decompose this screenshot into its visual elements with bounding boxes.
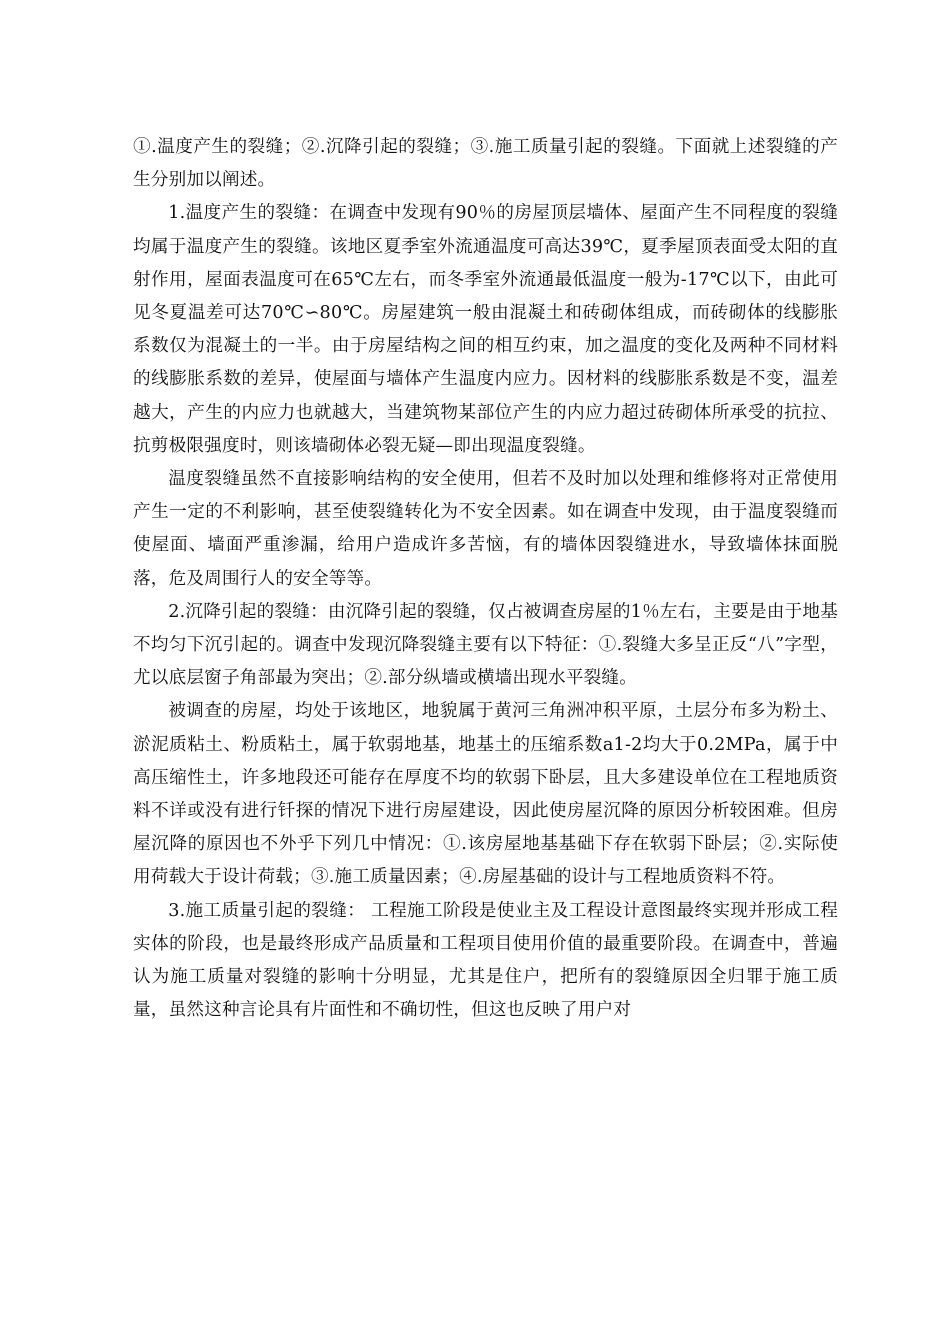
paragraph-settlement-cracks: 2.沉降引起的裂缝：由沉降引起的裂缝，仅占被调查房屋的1％左右，主要是由于地基不均匀下沉引起的。调查中发现沉降裂缝主要有以下特征：①.裂缝大多呈正反“八”字型，尤以底层窗子角部最为突出；②.部分纵墙或横墙出现水平裂缝。 bbox=[133, 601, 838, 689]
paragraph-construction-quality: 3.施工质量引起的裂缝： 工程施工阶段是使业主及工程设计意图最终实现并形成工程实体的阶段，也是最终形成产品质量和工程项目使用价值的最重要阶段。在调查中，普遍认为施工质量对裂缝的影响十分明显，尤其是住户，把所有的裂缝原因全归罪于施工质量，虽然这种言论具有片面性和不确切性，但这也反映了用户对 bbox=[133, 900, 838, 1021]
document-body bbox=[133, 131, 838, 1027]
paragraph-crack-types: ①.温度产生的裂缝；②.沉降引起的裂缝；③.施工质量引起的裂缝。下面就上述裂缝的产生分别加以阐述。 bbox=[133, 137, 838, 191]
paragraph-soil-conditions: 被调查的房屋，均处于该地区，地貌属于黄河三角洲冲积平原，土层分布多为粉土、淤泥质粘土、粉质粘土，属于软弱地基，地基土的压缩系数a1-2均大于0.2MPa，属于中高压缩性土，许多地段还可能存在厚度不均的软弱下卧层，且大多建设单位在工程地质资料不详或没有进行钎探的情况下进行房屋建设，因此使房屋沉降的原因分析较困难。但房屋沉降的原因也不外乎下列几中情况：①.该房屋地基基础下存在软弱下卧层；②.实际使用荷载大于设计荷载；③.施工质量因素；④.房屋基础的设计与工程地质资料不符。 bbox=[133, 701, 838, 888]
paragraph-temperature-effects: 温度裂缝虽然不直接影响结构的安全使用，但若不及时加以处理和维修将对正常使用产生一定的不利影响，甚至使裂缝转化为不安全因素。如在调查中发现，由于温度裂缝而使屋面、墙面严重渗漏，给用户造成许多苦恼，有的墙体因裂缝进水，导致墙体抹面脱落，危及周围行人的安全等等。 bbox=[133, 469, 838, 589]
paragraph-temperature-cracks: 1.温度产生的裂缝：在调查中发现有90％的房屋顶层墙体、屋面产生不同程度的裂缝均属于温度产生的裂缝。该地区夏季室外流通温度可高达39℃，夏季屋顶表面受太阳的直射作用，屋面表温度可在65℃左右，而冬季室外流通最低温度一般为-17℃以下，由此可见冬夏温差可达70℃∽80℃。房屋建筑一般由混凝土和砖砌体组成，而砖砌体的线膨胀系数仅为混凝土的一半。由于房屋结构之间的相互约束，加之温度的变化及两种不同材料的线膨胀系数的差异，使屋面与墙体产生温度内应力。因材料的线膨胀系数是不变，温差越大，产生的内应力也就越大，当建筑物某部位产生的内应力超过砖砌体所承受的抗拉、抗剪极限强度时，则该墙砌体必裂无疑—即出现温度裂缝。 bbox=[133, 203, 838, 456]
